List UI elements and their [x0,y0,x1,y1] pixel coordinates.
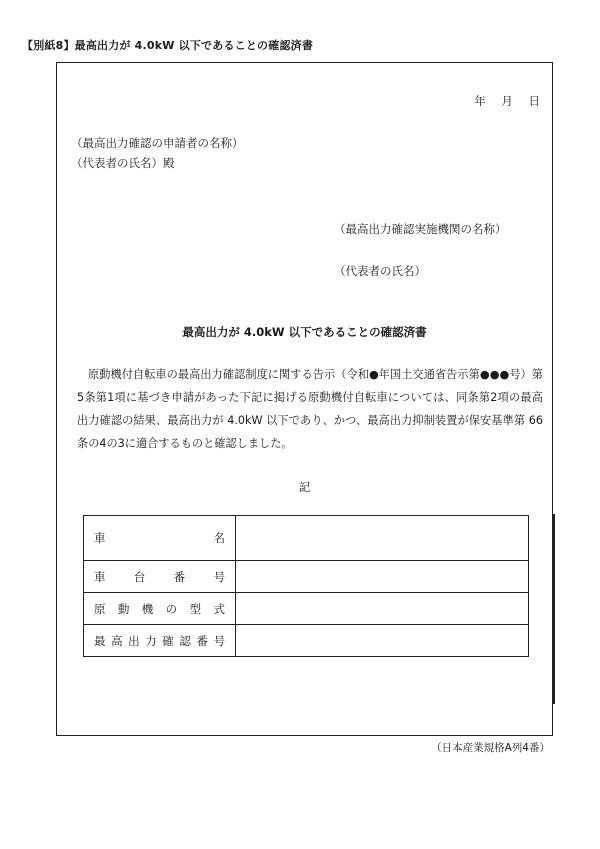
label-char: 式 [213,601,225,616]
label-chassis-number [84,561,236,593]
label-char: の [165,601,178,616]
value-max-output-confirmation-number[interactable] [236,625,529,657]
applicant-name-line: （最高出力確認の申請者の名称） [71,136,244,150]
table-row-engine-model [84,593,529,625]
ki-heading: 記 [298,480,311,494]
frame-edge-mark [552,514,555,704]
label-char: 車 [94,531,106,545]
label-char: 動 [117,601,130,616]
label-char: 型 [189,601,202,616]
document-frame [56,62,553,736]
label-char: 原 [94,601,106,616]
label-vehicle-name [84,516,236,561]
value-engine-model[interactable] [236,593,529,625]
label-char: 台 [133,569,146,584]
label-char: 機 [141,601,154,616]
document-title: 最高出力が 4.0kW 以下であることの確認済書 [182,325,427,339]
annex-label: 【別紙8】最高出力が 4.0kW 以下であることの確認済書 [22,39,314,52]
table-row-vehicle-name [84,516,529,561]
table-row-max-output-confirmation-number [84,625,529,657]
label-char: 号 [213,633,225,648]
vehicle-spec-table [83,515,529,657]
confirmation-body-text: 原動機付自転車の最高出力確認制度に関する告示（令和●年国土交通省告示第●●●号）第5条第1項に基づき申請があった下記に掲げる原動機付自転車については、同条第2項の最高出力確認の結果、最高出力が 4.0kW 以下であり、かつ、最高出力抑制装置が保安基準第 66 条の4の3に適合するものと確認しました。 [77,368,543,450]
label-char: 高 [111,633,123,648]
label-engine-model [84,593,236,625]
label-char: 出 [128,633,140,648]
label-char: 番 [173,569,186,584]
label-char: 確 [162,633,174,648]
label-char: 号 [213,569,225,584]
value-vehicle-name[interactable] [236,516,529,561]
paper-size-note: （日本産業規格A列4番） [431,742,550,754]
applicant-representative-line: （代表者の氏名）殿 [71,156,175,170]
label-char: 車 [94,569,106,584]
label-char: 名 [213,531,225,545]
value-chassis-number[interactable] [236,561,529,593]
label-char: 番 [196,633,208,648]
label-char: 認 [179,633,191,648]
label-char: 力 [145,633,157,648]
table-row-chassis-number [84,561,529,593]
institution-representative-line: （代表者の氏名） [334,264,426,278]
institution-name-line: （最高出力確認実施機関の名称） [334,222,507,236]
date-line: 年 月 日 [474,94,540,108]
label-max-output-confirmation-number [84,625,236,657]
label-char: 最 [94,633,106,648]
